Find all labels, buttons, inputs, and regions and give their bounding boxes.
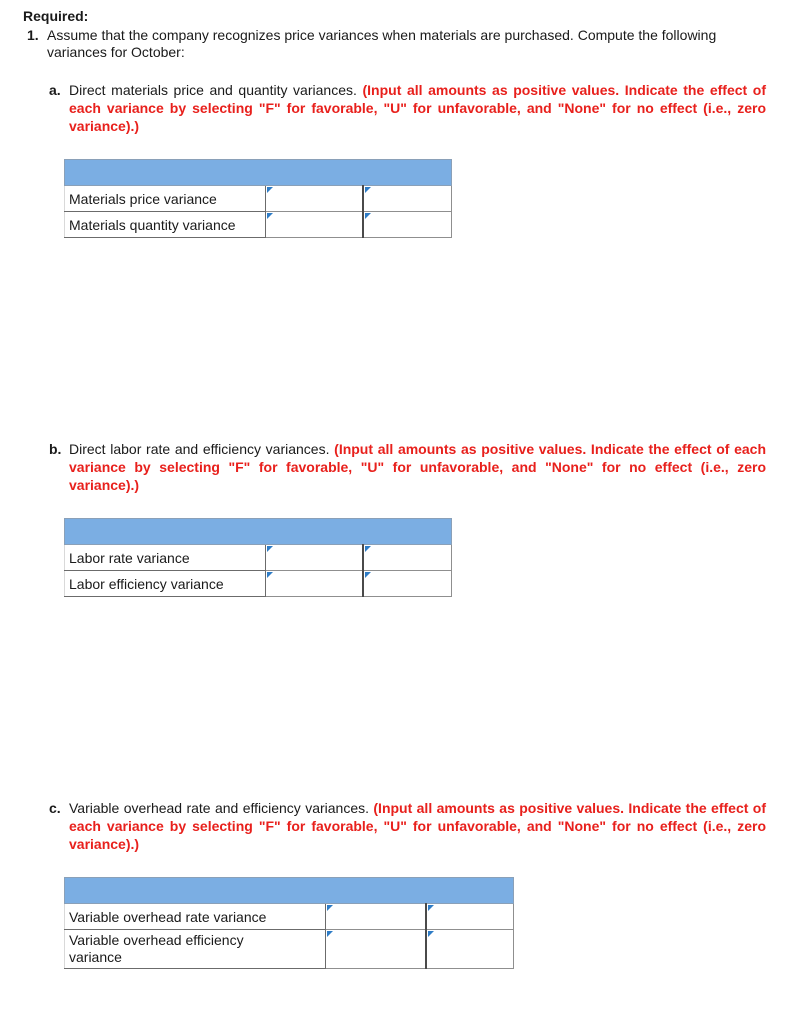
part-c-prompt [49,799,766,853]
required-heading: Required: [23,8,89,24]
table-row [65,930,514,969]
labor-rate-amount-input[interactable] [265,545,363,571]
table-row [65,212,452,238]
labor-efficiency-effect-select[interactable] [363,571,451,597]
table-header-row [65,160,452,186]
labor-rate-effect-select[interactable] [363,545,451,571]
table-header-cell [65,160,452,186]
row-label: Materials quantity variance [65,212,266,238]
overhead-efficiency-effect-select[interactable] [426,930,514,969]
question-1-number: 1. [27,27,39,43]
table-row [65,571,452,597]
part-c-question: Variable overhead rate and efficiency variances. [69,800,369,816]
overhead-rate-effect-select[interactable] [426,904,514,930]
labor-variance-table [64,518,452,597]
part-b-body [49,440,766,494]
row-label: Variable overhead rate variance [65,904,326,930]
amount-input[interactable] [266,212,363,237]
effect-input[interactable] [364,571,451,596]
materials-price-amount-input[interactable] [265,186,363,212]
row-label: Materials price variance [65,186,266,212]
table-header-row [65,519,452,545]
effect-input[interactable] [427,904,513,929]
part-a-question: Direct materials price and quantity variances. [69,82,357,98]
row-label: Variable overhead efficiency variance [65,930,326,969]
amount-input[interactable] [326,904,424,929]
row-label: Labor efficiency variance [65,571,266,597]
amount-input[interactable] [266,571,363,596]
part-a-instruction: (Input all amounts as positive values. Indicate the effect of each variance by selecting "F" for favorable, "U" for unfavorable, and "None" for no effect (i.e., zero variance).) [69,82,767,134]
materials-quantity-effect-select[interactable] [363,212,451,238]
part-c-instruction: (Input all amounts as positive values. Indicate the effect of each variance by selecting "F" for favorable, "U" for unfavorable, and "None" for no effect (i.e., zero variance).) [69,800,766,852]
table-row [65,545,452,571]
labor-efficiency-amount-input[interactable] [265,571,363,597]
question-1-text: Assume that the company recognizes price variances when materials are purchased. Compute the following variances for October: [47,27,717,60]
effect-input[interactable] [364,545,451,570]
amount-input[interactable] [266,186,363,211]
part-b-instruction: (Input all amounts as positive values. Indicate the effect of each variance by selecting "F" for favorable, "U" for unfavorable, and "None" for no effect (i.e., zero variance).) [69,441,766,493]
part-b-letter: b. [49,441,62,457]
overhead-rate-amount-input[interactable] [326,904,426,930]
part-b-question: Direct labor rate and efficiency variances. [69,441,330,457]
part-a-body [49,81,766,135]
effect-input[interactable] [364,212,451,237]
materials-price-effect-select[interactable] [363,186,451,212]
overhead-efficiency-amount-input[interactable] [326,930,426,969]
part-a-letter: a. [49,82,61,98]
part-c-body [49,799,766,853]
amount-input[interactable] [266,545,363,570]
table-row [65,904,514,930]
part-c-letter: c. [49,800,61,816]
effect-input[interactable] [364,186,451,211]
table-row [65,186,452,212]
part-b-prompt [49,440,766,494]
overhead-variance-table [64,877,514,969]
table-header-cell [65,878,514,904]
materials-quantity-amount-input[interactable] [265,212,363,238]
question-1 [27,27,767,61]
table-header-cell [65,519,452,545]
row-label: Labor rate variance [65,545,266,571]
table-header-row [65,878,514,904]
materials-variance-table [64,159,452,238]
effect-input[interactable] [427,930,513,968]
part-a-prompt [49,81,766,135]
amount-input[interactable] [326,930,424,968]
